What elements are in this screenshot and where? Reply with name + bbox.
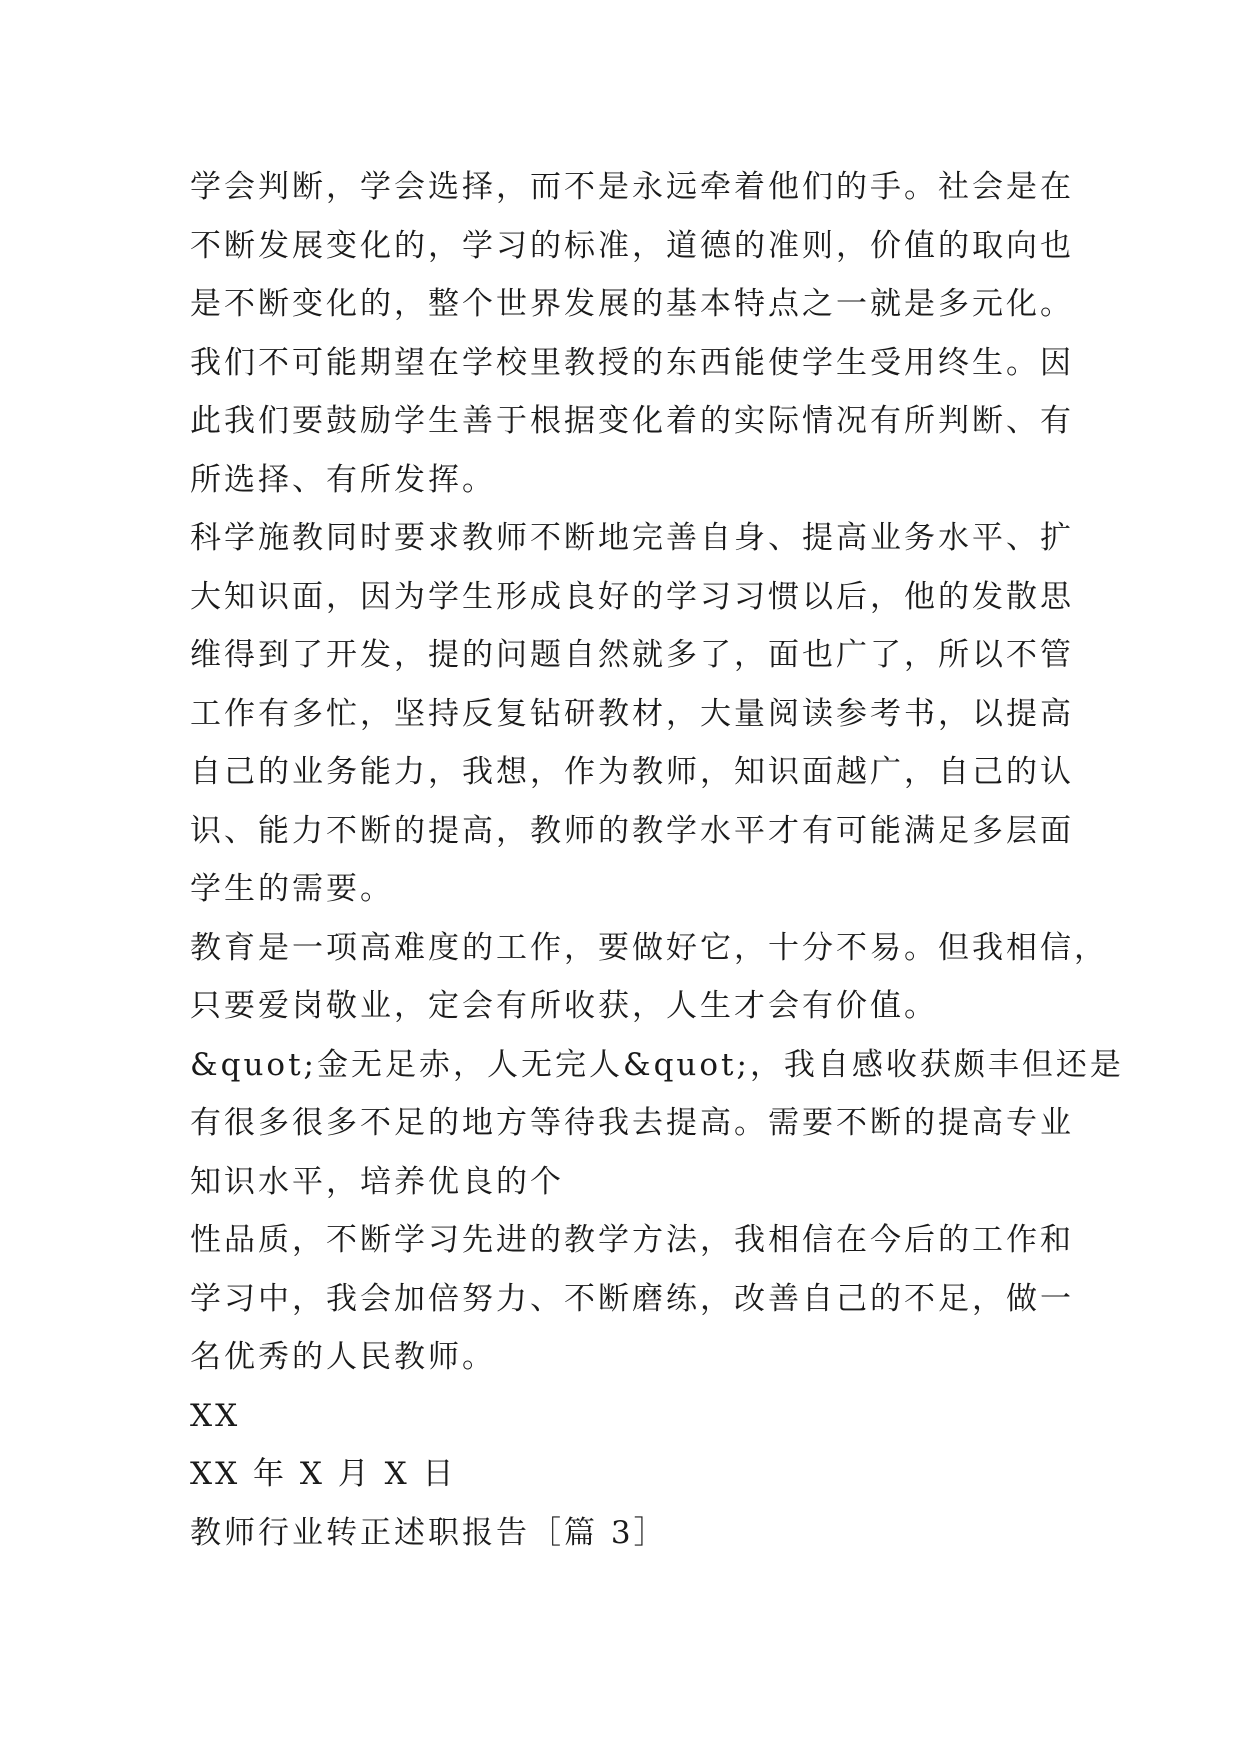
text-line: 学习中，我会加倍努力、不断磨练，改善自己的不足，做一 (190, 1280, 1074, 1317)
text-line: 只要爱岗敬业，定会有所收获，人生才会有价值。 (190, 988, 938, 1024)
text-line: 是不断变化的，整个世界发展的基本特点之一就是多元化。 (190, 286, 1074, 322)
document-body (190, 158, 1124, 1562)
text-line: 此我们要鼓励学生善于根据变化着的实际情况有所判断、有 (190, 403, 1074, 439)
text-line: 性品质，不断学习先进的教学方法，我相信在今后的工作和 (190, 1222, 1074, 1258)
text-line: 学会判断，学会选择，而不是永远牵着他们的手。社会是在 (190, 169, 1074, 205)
text-line: 自己的业务能力，我想，作为教师，知识面越广，自己的认 (190, 754, 1074, 790)
text-line: 我们不可能期望在学校里教授的东西能使学生受用终生。因 (190, 344, 1074, 381)
section-heading: 教师行业转正述职报告［篇 3］ (190, 1514, 668, 1551)
text-line: 大知识面，因为学生形成良好的学习习惯以后，他的发散思 (190, 578, 1074, 615)
text-line: 教育是一项高难度的工作，要做好它，十分不易。但我相信， (190, 929, 1108, 966)
text-line: 学生的需要。 (190, 871, 394, 907)
text-line: 有很多很多不足的地方等待我去提高。需要不断的提高专业 (190, 1105, 1074, 1141)
text-line: 维得到了开发，提的问题自然就多了，面也广了，所以不管 (190, 637, 1074, 673)
text-line: 知识水平，培养优良的个 (190, 1163, 564, 1200)
text-line: 不断发展变化的，学习的标准，道德的准则，价值的取向也 (190, 227, 1074, 264)
text-line: 识、能力不断的提高，教师的教学水平才有可能满足多层面 (190, 812, 1074, 849)
signature-date: XX 年 X 月 X 日 (190, 1456, 457, 1492)
signature-name: XX (190, 1397, 241, 1434)
text-line: 所选择、有所发挥。 (190, 461, 496, 498)
text-line: 名优秀的人民教师。 (190, 1339, 496, 1375)
text-line: 科学施教同时要求教师不断地完善自身、提高业务水平、扩 (190, 520, 1074, 556)
text-line: 工作有多忙，坚持反复钻研教材，大量阅读参考书，以提高 (190, 695, 1074, 732)
text-line: &quot;金无足赤，人无完人&quot;，我自感收获颇丰但还是 (190, 1046, 1124, 1083)
